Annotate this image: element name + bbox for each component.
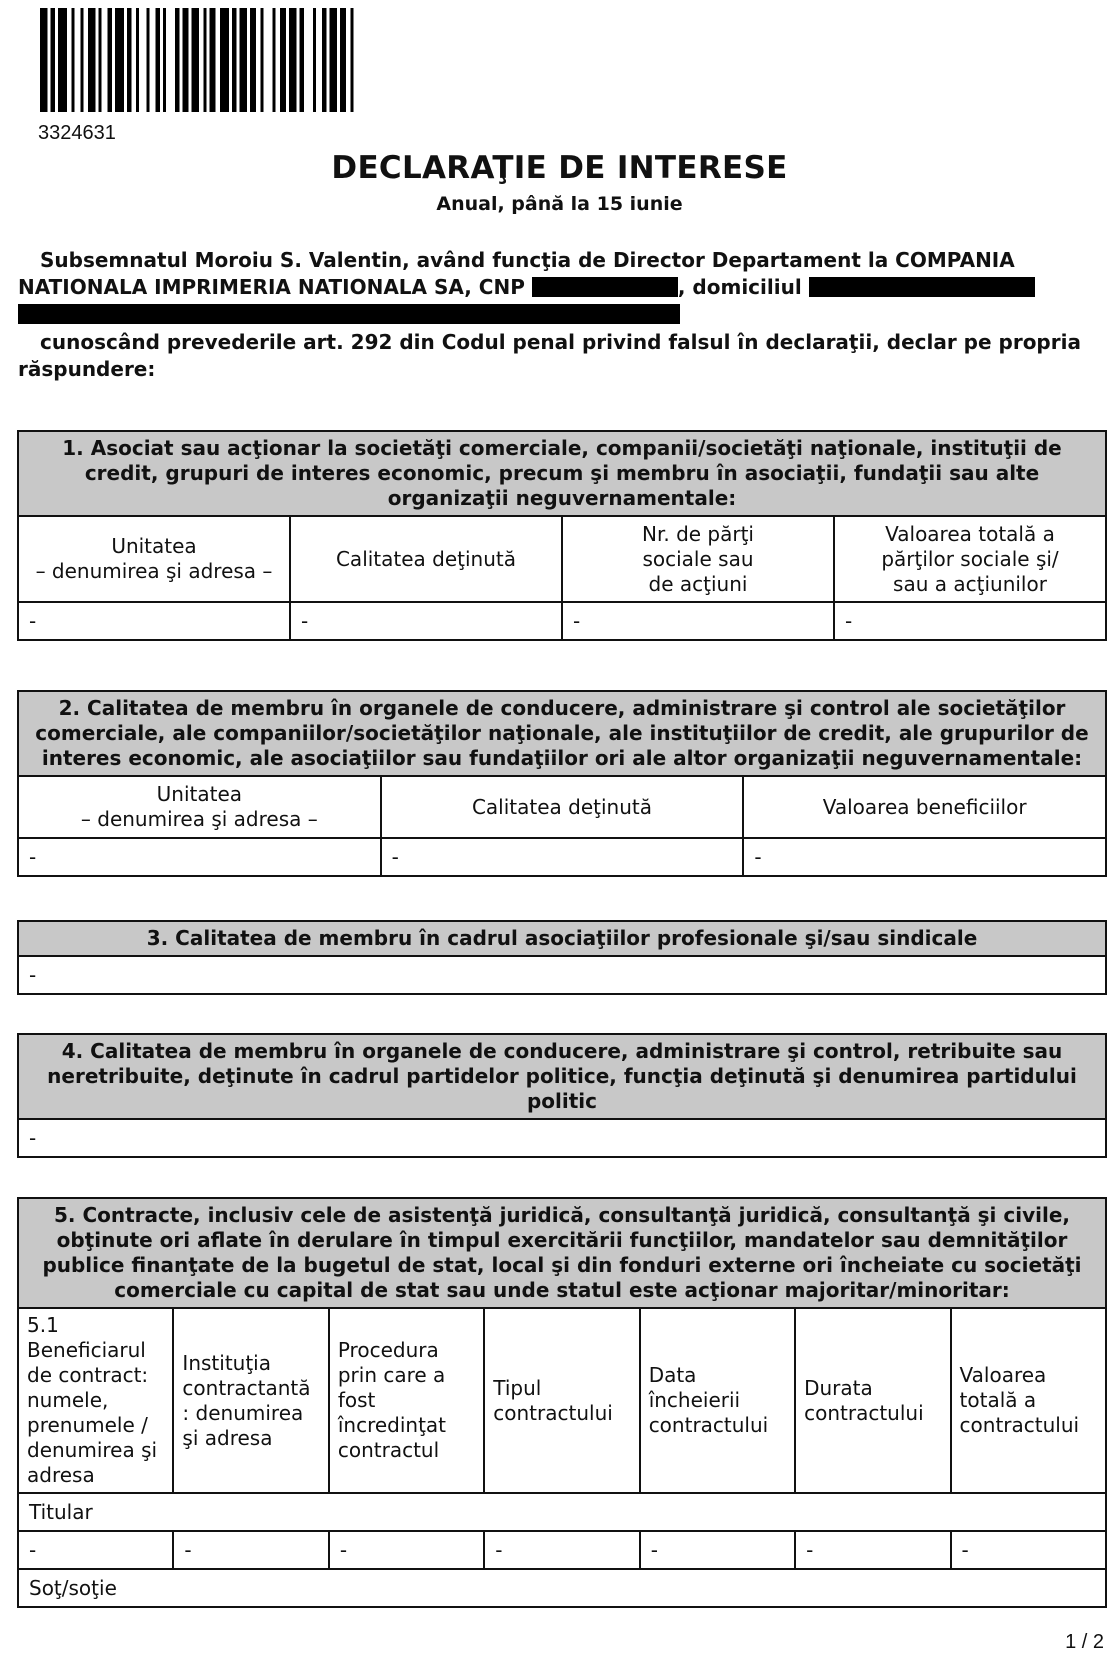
section5-titular-label: Titular [18, 1493, 1106, 1531]
section1-col-value: Valoarea totală a părţilor sociale şi/ sau a acţiunilor [834, 516, 1106, 602]
section1-col-shares: Nr. de părţi sociale sau de acţiuni [562, 516, 834, 602]
section4-heading: 4. Calitatea de membru în organele de conducere, administrare şi control, retribuite sau neretribuite, deţinute în cadrul partidelor politice, funcţia deţinută şi denumirea partidului politic [18, 1034, 1106, 1119]
section5-heading: 5. Contracte, inclusiv cele de asistenţă juridică, consultanţă juridică, consultanţă şi civile, obţinute ori aflate în derulare în timpul exercitării funcţiilor, mandatelor sau demnităţilor publice finanţate de la bugetul de stat, local şi din fonduri externe ori încheiate cu societăţi comerciale cu capital de stat sau unde statul este acţionar majoritar/minoritar: [18, 1198, 1106, 1308]
section1-table [17, 430, 1107, 641]
barcode-bar [330, 8, 338, 112]
section4-value: - [18, 1119, 1106, 1157]
barcode-bar [289, 8, 297, 112]
section5-spouse-label: Soţ/soţie [18, 1569, 1106, 1607]
barcode-bar [175, 8, 180, 112]
barcode-bar [163, 8, 166, 112]
barcode [40, 8, 610, 112]
section2-table [17, 690, 1107, 877]
barcode-bar [232, 8, 237, 112]
barcode-bar [220, 8, 229, 112]
redacted-address-1 [809, 277, 1035, 297]
barcode-bar [81, 8, 84, 112]
section5-cell: - [18, 1531, 173, 1569]
declaration-clause [18, 329, 1098, 383]
section5-cell: - [640, 1531, 795, 1569]
declarant-statement [18, 247, 1098, 328]
page-number: 1 / 2 [1065, 1631, 1104, 1653]
intro-line4: cunoscând prevederile art. 292 din Codul penal privind falsul în declaraţii, declar pe propria [40, 330, 1081, 354]
barcode-bar [156, 8, 161, 112]
barcode-bar [127, 8, 132, 112]
section1-cell: - [18, 602, 290, 640]
barcode-bar [300, 8, 305, 112]
intro-line1: Subsemnatul Moroiu S. Valentin, având funcţia de Director Departament la COMPANIA [40, 248, 1015, 272]
section5-col-beneficiary: 5.1 Beneficiarul de contract: numele, prenumele / denumirea şi adresa [18, 1308, 173, 1493]
barcode-bar [99, 8, 102, 112]
barcode-bar [183, 8, 189, 112]
barcode-bar [192, 8, 200, 112]
barcode-bar [250, 8, 256, 112]
section5-cell: - [795, 1531, 950, 1569]
section2-cell: - [18, 838, 381, 876]
section1-cell: - [834, 602, 1106, 640]
section5-col-value: Valoarea totală a contractului [951, 1308, 1106, 1493]
barcode-bar [51, 8, 56, 112]
section2-col-quality: Calitatea deţinută [381, 776, 744, 838]
section5-table [17, 1197, 1107, 1608]
section1-col-quality: Calitatea deţinută [290, 516, 562, 602]
intro-line5: răspundere: [18, 357, 156, 381]
section5-col-institution: Instituţia contractantă : denumirea şi adresa [173, 1308, 328, 1493]
section5-cell: - [484, 1531, 639, 1569]
section2-cell: - [381, 838, 744, 876]
barcode-bar [136, 8, 139, 112]
barcode-bar [40, 8, 48, 112]
barcode-bar [108, 8, 113, 112]
section5-cell: - [173, 1531, 328, 1569]
barcode-bar [210, 8, 216, 112]
barcode-bar [280, 8, 286, 112]
barcode-bar [261, 8, 264, 112]
document-title: DECLARAŢIE DE INTERESE [331, 150, 788, 186]
barcode-bar [351, 8, 354, 112]
barcode-bar [58, 8, 67, 112]
barcode-bar [313, 8, 316, 112]
redacted-cnp [532, 277, 678, 297]
redacted-address-2 [18, 304, 680, 324]
section2-heading: 2. Calitatea de membru în organele de conducere, administrare şi control ale societăţilor comerciale, ale companiilor/societăţilor naţionale, ale instituţiilor de credit, ale grupurilor de interes economic, ale asociaţiilor sau fundaţiilor ori ale altor organizaţii neguvernamentale: [18, 691, 1106, 776]
barcode-bar [72, 8, 75, 112]
barcode-bar [115, 8, 124, 112]
document-subtitle: Anual, până la 15 iunie [436, 193, 683, 215]
barcode-bar [322, 8, 327, 112]
section1-col-unit: Unitatea – denumirea şi adresa – [18, 516, 290, 602]
section2-cell: - [743, 838, 1106, 876]
section3-heading: 3. Calitatea de membru în cadrul asociaţiilor profesionale şi/sau sindicale [18, 921, 1106, 956]
section2-col-unit: Unitatea – denumirea şi adresa – [18, 776, 381, 838]
intro-line2a: NATIONALA IMPRIMERIA NATIONALA SA, CNP [18, 275, 525, 299]
section5-cell: - [329, 1531, 484, 1569]
document-number: 3324631 [38, 122, 116, 144]
intro-line2b: , domiciliul [677, 275, 802, 299]
section3-table [17, 920, 1107, 995]
section5-col-duration: Durata contractului [795, 1308, 950, 1493]
barcode-bar [147, 8, 150, 112]
barcode-bar [88, 8, 96, 112]
section4-table [17, 1033, 1107, 1158]
barcode-bar [204, 8, 207, 112]
section1-heading: 1. Asociat sau acţionar la societăţi comerciale, companii/societăţi naţionale, instituţii de credit, grupuri de interes economic, precum şi membru în asociaţii, fundaţii sau alte organizaţii neguvernamentale: [18, 431, 1106, 516]
barcode-bar [273, 8, 276, 112]
section5-col-procedure: Procedura prin care a fost încredinţat contractul [329, 1308, 484, 1493]
barcode-bar [240, 8, 248, 112]
section1-cell: - [562, 602, 834, 640]
section3-value: - [18, 956, 1106, 994]
section5-col-date: Data încheierii contractului [640, 1308, 795, 1493]
section2-col-benefits: Valoarea beneficiilor [743, 776, 1106, 838]
section1-cell: - [290, 602, 562, 640]
section5-cell: - [951, 1531, 1106, 1569]
barcode-bar [340, 8, 346, 112]
section5-col-type: Tipul contractului [484, 1308, 639, 1493]
